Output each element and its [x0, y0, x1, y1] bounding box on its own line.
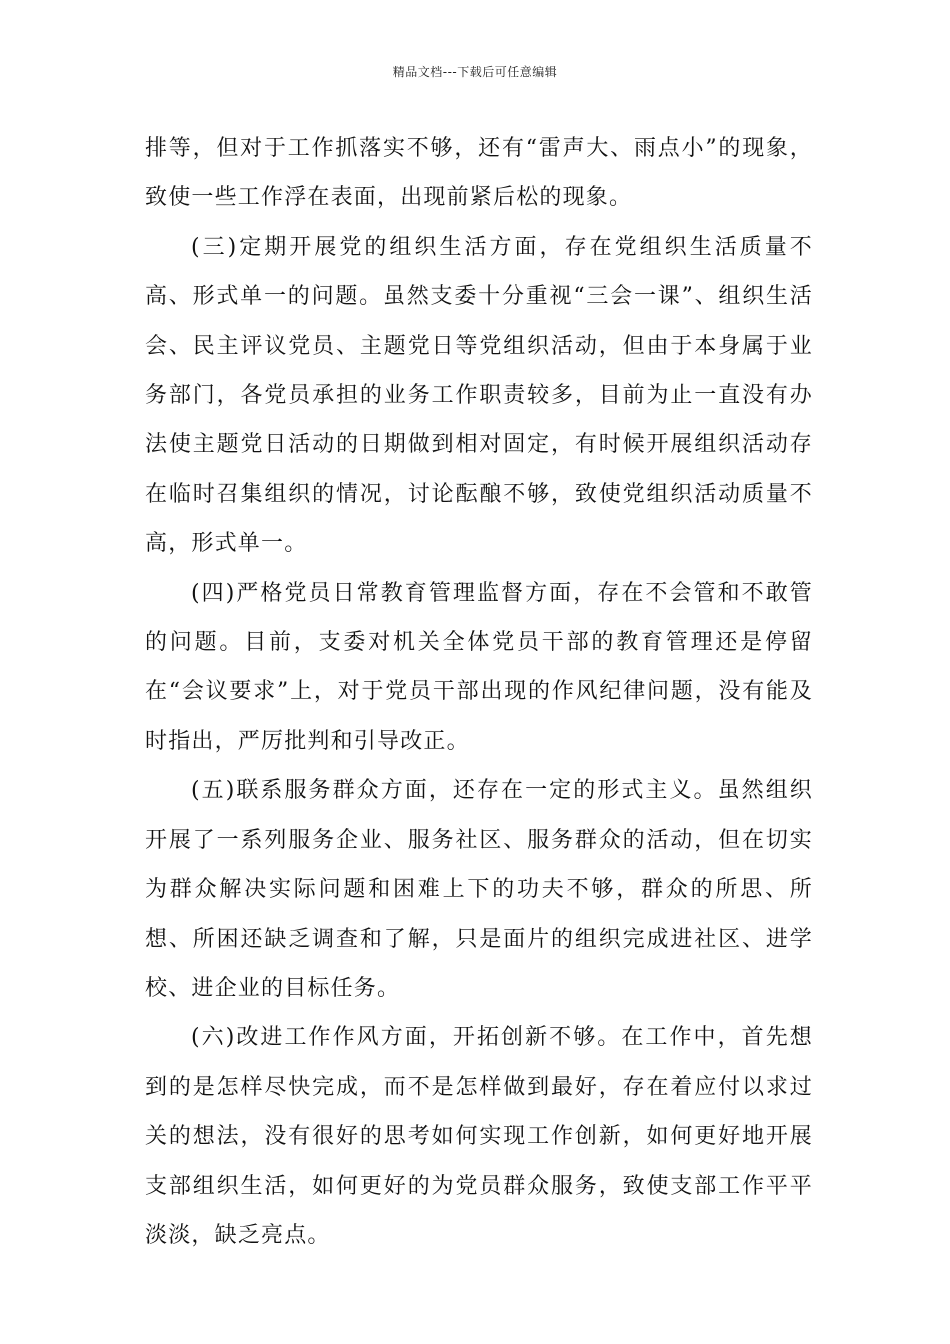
paragraph-section-3: (三)定期开展党的组织生活方面，存在党组织生活质量不高、形式单一的问题。虽然支委十分重视“三会一课”、组织生活会、民主评议党员、主题党日等党组织活动，但由于本身属于业务部门，各党员承担的业务工作职责较多，目前为止一直没有办法使主题党日活动的日期做到相对固定，有时候开展组织活动存在临时召集组织的情况，讨论酝酿不够，致使党组织活动质量不高，形式单一。: [145, 234, 813, 557]
page-header: 精品文档---下载后可任意编辑: [392, 65, 558, 79]
paragraph-section-6: (六)改进工作作风方面，开拓创新不够。在工作中，首先想到的是怎样尽快完成，而不是怎样做到最好，存在着应付以求过关的想法，没有很好的思考如何实现工作创新，如何更好地开展支部组织生活，如何更好的为党员群众服务，致使支部工作平平淡淡，缺乏亮点。: [145, 1025, 813, 1248]
document-body: [145, 124, 813, 1260]
paragraph-section-4: (四)严格党员日常教育管理监督方面，存在不会管和不敢管的问题。目前，支委对机关全体党员干部的教育管理还是停留在“会议要求”上，对于党员干部出现的作风纪律问题，没有能及时指出，严厉批判和引导改正。: [145, 580, 813, 754]
paragraph-section-5: (五)联系服务群众方面，还存在一定的形式主义。虽然组织开展了一系列服务企业、服务社区、服务群众的活动，但在切实为群众解决实际问题和困难上下的功夫不够，群众的所思、所想、所困还缺乏调查和了解，只是面片的组织完成进社区、进学校、进企业的目标任务。: [145, 778, 813, 1001]
paragraph-continuation: 排等，但对于工作抓落实不够，还有“雷声大、雨点小”的现象，致使一些工作浮在表面，出现前紧后松的现象。: [145, 136, 813, 211]
